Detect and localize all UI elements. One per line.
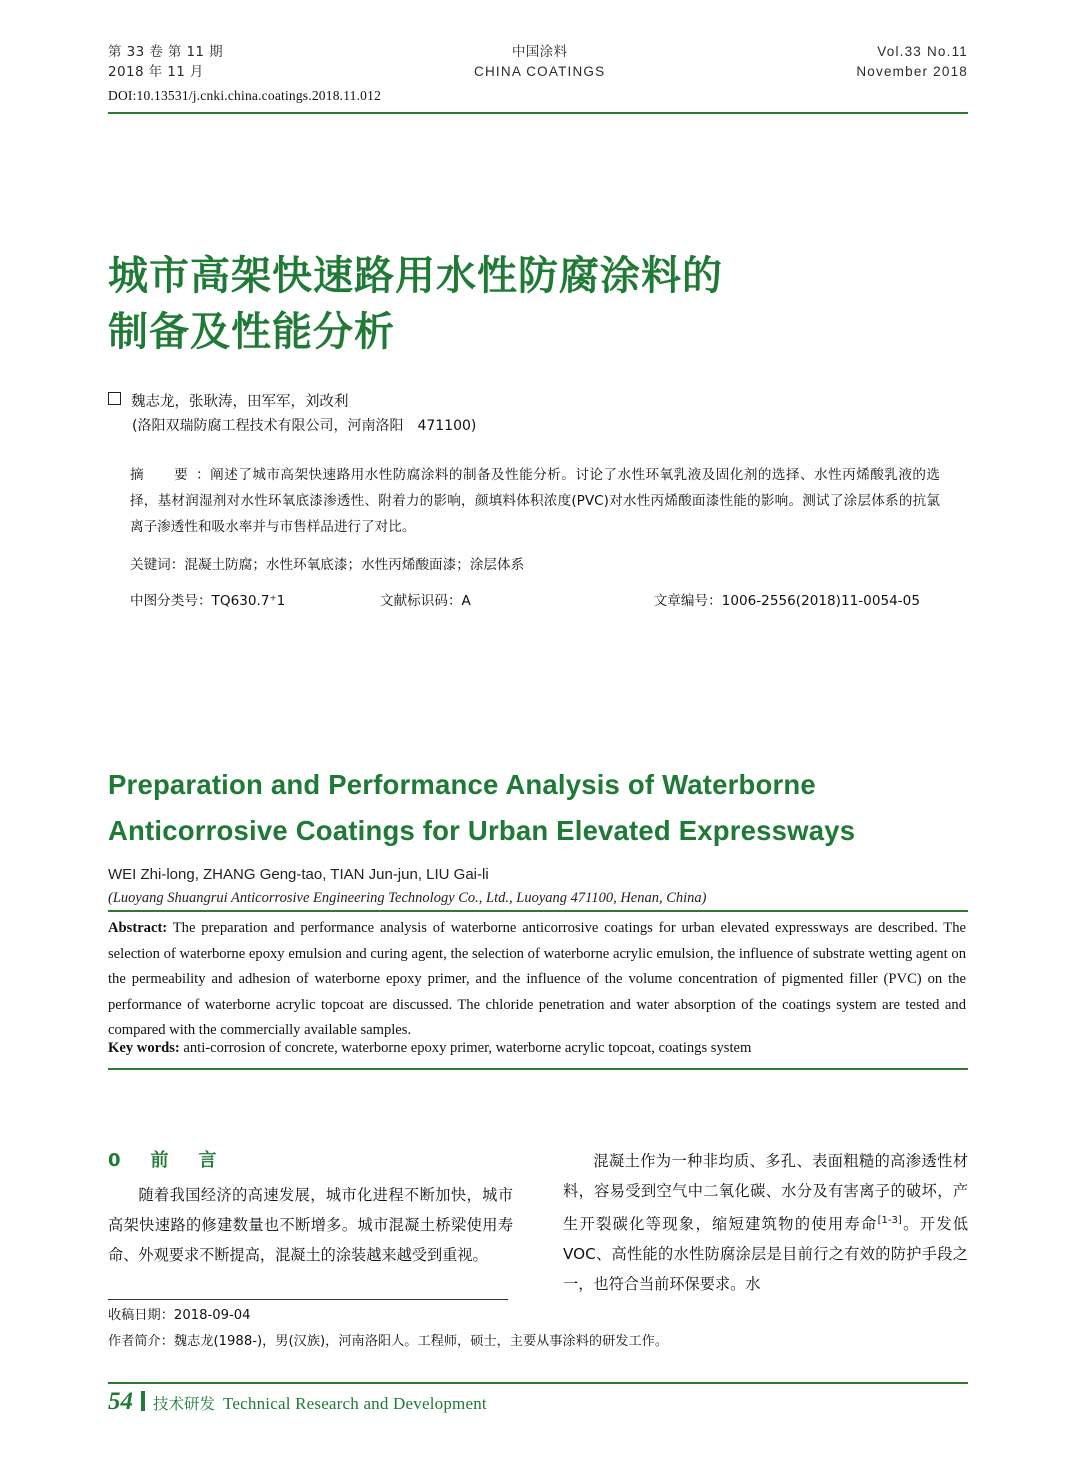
issue-date-cn: 2018 年 11 月 <box>108 64 204 80</box>
footnote-divider <box>108 1299 508 1300</box>
page-title-en <box>108 762 948 854</box>
body-column-right <box>563 1146 968 1299</box>
doi-line: DOI:10.13531/j.cnki.china.coatings.2018.11.012 <box>108 88 382 103</box>
abstract-en-label: Abstract: <box>108 920 168 936</box>
article-id: 文章编号：1006-2556(2018)11-0054-05 <box>653 593 920 609</box>
title-cn-line1: 城市高架快速路用水性防腐涂料的 <box>108 253 723 299</box>
footnotes <box>108 1303 968 1355</box>
journal-name-cn: 中国涂料 <box>511 44 568 60</box>
received-date: 收稿日期：2018-09-04 <box>108 1308 251 1323</box>
abstract-cn-body <box>130 462 940 540</box>
running-head-center <box>474 42 605 82</box>
footer-section-cn: 技术研发 <box>153 1395 216 1413</box>
classification-codes <box>130 588 920 614</box>
intro-right-part2: 。开发低VOC、高性能的水性防腐涂层是目前行之有效的防护手段之一，也符合当前环保要求。水 <box>563 1215 969 1294</box>
authors-en: WEI Zhi-long, ZHANG Geng-tao, TIAN Jun-jun, LIU Gai-li <box>108 866 489 883</box>
intro-paragraph-right <box>563 1146 968 1299</box>
footer-bar-icon <box>141 1391 145 1411</box>
header-divider <box>108 112 968 114</box>
keywords-cn: 关键词：混凝土防腐；水性环氧底漆；水性丙烯酸面漆；涂层体系 <box>130 557 525 573</box>
affiliation-cn: (洛阳双瑞防腐工程技术有限公司，河南洛阳 471100) <box>132 418 477 434</box>
title-en-line1: Preparation and Performance Analysis of Waterborne <box>108 769 816 800</box>
abstract-divider-bottom <box>108 1068 968 1070</box>
page-number: 54 <box>108 1388 133 1415</box>
abstract-cn-label: 摘 要 <box>130 467 197 483</box>
page-content <box>108 0 968 1459</box>
footer-section-en: Technical Research and Development <box>223 1394 487 1413</box>
clc-code: 中图分类号：TQ630.7⁺1 <box>130 593 286 609</box>
square-bullet-icon <box>108 392 121 405</box>
citation-ref: [1-3] <box>877 1215 902 1226</box>
running-head <box>108 42 968 82</box>
abstract-divider-top <box>108 910 968 912</box>
document-code: 文献标识码：A <box>380 593 471 609</box>
intro-right-part1: 混凝土作为一种非均质、多孔、表面粗糙的高渗透性材料，容易受到空气中二氧化碳、水分及有害离子的破坏，产生开裂碳化等现象，缩短建筑物的使用寿命 <box>563 1152 968 1234</box>
page-title-cn <box>108 248 898 360</box>
running-head-right <box>856 42 968 82</box>
title-en-line2: Anticorrosive Coatings for Urban Elevated Expressways <box>108 815 856 846</box>
section-heading-intro: 0 前 言 <box>108 1150 223 1171</box>
author-bio: 作者简介：魏志龙(1988-)，男(汉族)，河南洛阳人。工程师，硕士，主要从事涂料的研发工作。 <box>108 1334 669 1349</box>
affiliation-en: (Luoyang Shuangrui Anticorrosive Engineering Technology Co., Ltd., Luoyang 471100, Henan, China) <box>108 890 707 906</box>
abstract-en-text: The preparation and performance analysis of waterborne anticorrosive coatings for urban elevated expressways are described. The selection of waterborne epoxy emulsion and curing agent, the selection of waterborne acrylic emulsion, the influence of substrate wetting agent on the permeability and adhesion of waterborne epoxy primer, and the influence of the volume concentration of pigmented filler (PVC) on the performance of waterborne acrylic topcoat are discussed. The chloride penetration and water absorption of the coatings system are tested and compared with the commercially available samples. <box>108 920 966 1038</box>
footer-divider <box>108 1382 968 1384</box>
authors-cn-names: 魏志龙，张耿涛，田军军，刘改利 <box>131 394 349 410</box>
authors-cn <box>108 390 898 438</box>
body-columns <box>108 1146 968 1299</box>
journal-name-en: CHINA COATINGS <box>474 64 606 79</box>
intro-paragraph-left: 随着我国经济的高速发展，城市化进程不断加快，城市高架快速路的修建数量也不断增多。城市混凝土桥梁使用寿命、外观要求不断提高，混凝土的涂装越来越受到重视。 <box>108 1186 513 1264</box>
abstract-en <box>108 916 966 1044</box>
page-footer <box>108 1388 968 1416</box>
keywords-en-label: Key words: <box>108 1040 180 1056</box>
issue-date-en: November 2018 <box>856 64 968 79</box>
volume-issue: 第 33 卷 第 11 期 <box>108 44 224 60</box>
abstract-cn-text: ：阐述了城市高架快速路用水性防腐涂料的制备及性能分析。讨论了水性环氧乳液及固化剂的选择、水性丙烯酸乳液的选择，基材润湿剂对水性环氧底漆渗透性、附着力的影响，颜填料体积浓度(PVC)对水性丙烯酸面漆性能的影响。测试了涂层体系的抗氯离子渗透性和吸水率并与市售样品进行了对比。 <box>130 467 941 535</box>
title-cn-line2: 制备及性能分析 <box>108 309 395 355</box>
keywords-en <box>108 1036 966 1061</box>
keywords-en-text: anti-corrosion of concrete, waterborne epoxy primer, waterborne acrylic topcoat, coatings system <box>179 1040 752 1056</box>
running-head-left <box>108 42 223 82</box>
abstract-cn <box>130 462 940 614</box>
volume-issue-en: Vol.33 No.11 <box>877 44 968 59</box>
body-column-left <box>108 1146 513 1299</box>
